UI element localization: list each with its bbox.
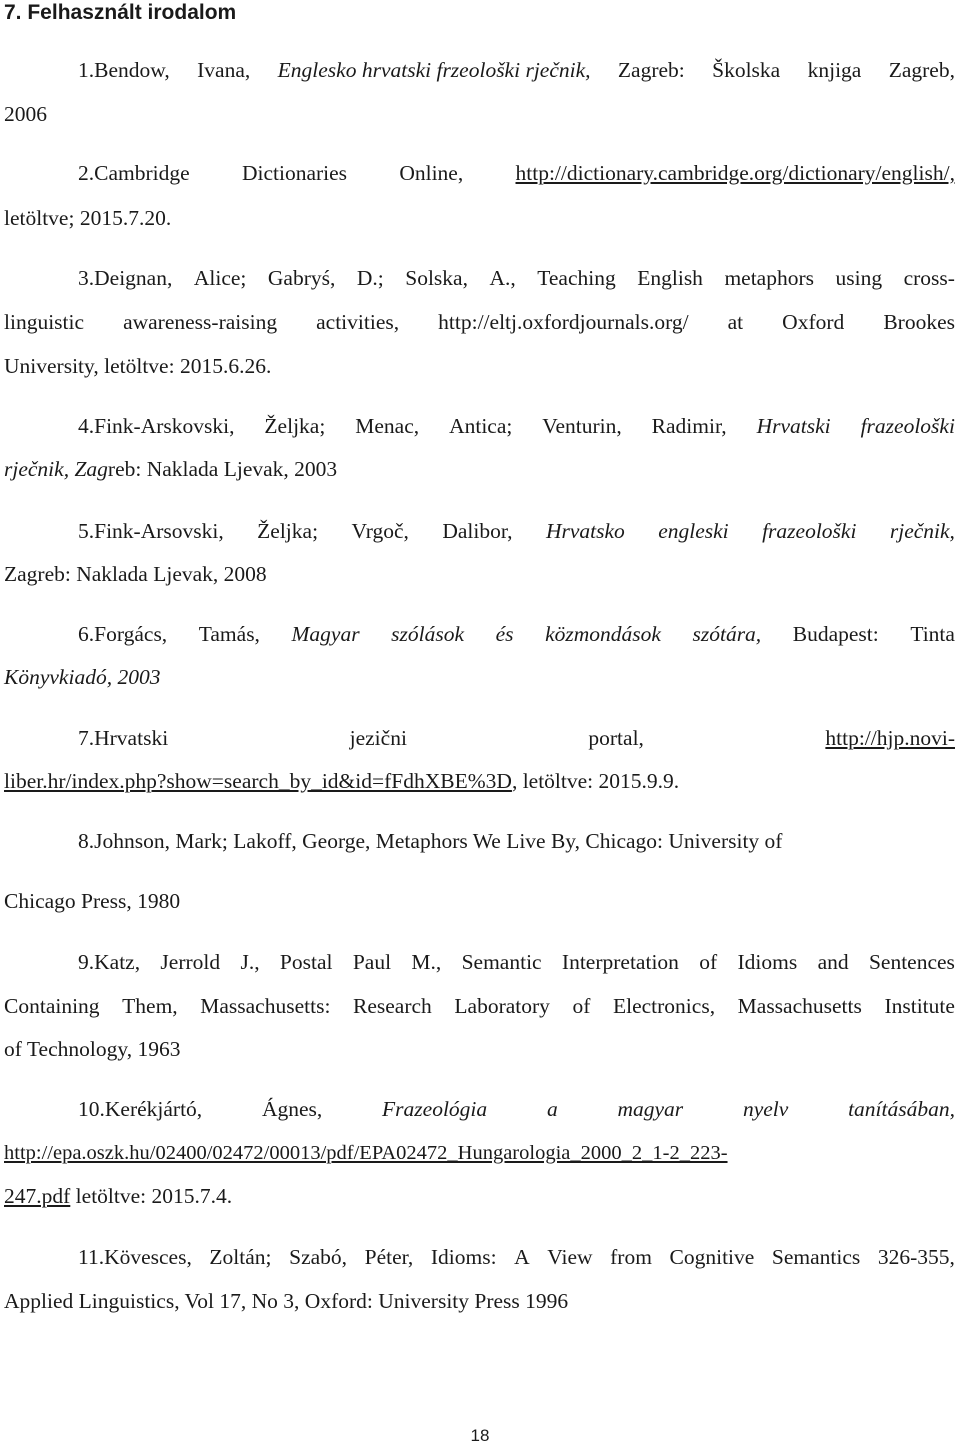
ref-4-word: Antica; bbox=[449, 414, 513, 438]
ref-10-word: Ágnes, bbox=[261, 1097, 323, 1121]
ref-6-title: közmondások bbox=[545, 622, 661, 646]
ref-10-title: magyar bbox=[617, 1097, 684, 1121]
ref-2-word: 2.Cambridge bbox=[78, 161, 190, 185]
ref-11-word: Semantics bbox=[771, 1245, 861, 1269]
ref-5-title: Hrvatsko bbox=[545, 519, 625, 543]
reference-9-continued-2: of Technology, 1963 bbox=[4, 1037, 181, 1061]
ref-4-word: Željka; bbox=[264, 414, 326, 438]
reference-2-continued: letöltve; 2015.7.20. bbox=[4, 206, 172, 230]
ref-3-word: cross- bbox=[903, 266, 955, 290]
ref-4-word: Venturin, bbox=[542, 414, 622, 438]
ref-1-word: Ivana, bbox=[197, 58, 251, 82]
reference-5-continued: Zagreb: Naklada Ljevak, 2008 bbox=[4, 562, 267, 586]
reference-1 bbox=[78, 56, 955, 84]
ref-10-title: nyelv bbox=[742, 1097, 789, 1121]
ref-9-word: and bbox=[817, 950, 849, 974]
ref-5-word: 5.Fink-Arsovski, bbox=[78, 519, 224, 543]
ref-11-word: Péter, bbox=[364, 1245, 414, 1269]
section-heading: 7. Felhasznált irodalom bbox=[4, 1, 237, 24]
ref-9-word: Massachusetts bbox=[737, 994, 862, 1018]
ref-9-word: Research bbox=[353, 994, 432, 1018]
ref-4-title: Hrvatski bbox=[756, 414, 831, 438]
ref-4-title: rječnik, Zag bbox=[4, 457, 108, 481]
ref-9-word: Postal bbox=[279, 950, 333, 974]
reference-9 bbox=[78, 948, 955, 976]
reference-1-continued: 2006 bbox=[4, 102, 47, 126]
ref-5-title: engleski bbox=[658, 519, 729, 543]
ref-3-word: Oxford bbox=[782, 310, 845, 334]
ref-3-word: A., bbox=[489, 266, 516, 290]
reference-2 bbox=[78, 159, 955, 187]
ref-10-word: 10.Kerékjártó, bbox=[78, 1097, 203, 1121]
reference-4 bbox=[78, 412, 955, 440]
ref-11-word: 326-355, bbox=[877, 1245, 955, 1269]
ref-6-word: 6.Forgács, bbox=[78, 622, 168, 646]
page-number: 18 bbox=[470, 1426, 490, 1445]
reference-7 bbox=[78, 724, 955, 752]
ref-5-word: Željka; bbox=[257, 519, 319, 543]
ref-6-title: és bbox=[495, 622, 514, 646]
ref-3-word: 3.Deignan, bbox=[78, 266, 173, 290]
reference-6 bbox=[78, 620, 955, 648]
ref-5-title: rječnik, bbox=[889, 519, 955, 543]
ref-9-word: Interpretation bbox=[561, 950, 679, 974]
ref-3-word: Teaching bbox=[537, 266, 616, 290]
ref-3-word: using bbox=[835, 266, 883, 290]
reference-3 bbox=[78, 264, 955, 292]
ref-9-word: Laboratory bbox=[454, 994, 550, 1018]
ref-9-word: M., bbox=[411, 950, 442, 974]
ref-3-word: Solska, bbox=[405, 266, 468, 290]
reference-6-continued: Könyvkiadó, 2003 bbox=[4, 665, 161, 689]
ref-1-word: Zagreb, bbox=[888, 58, 955, 82]
ref-1-word: Zagreb: bbox=[617, 58, 685, 82]
reference-9-continued bbox=[4, 992, 955, 1020]
ref-6-word: Budapest: bbox=[792, 622, 879, 646]
ref-9-word: Containing bbox=[4, 994, 100, 1018]
ref-3-word: metaphors bbox=[724, 266, 814, 290]
ref-6-title: Magyar bbox=[291, 622, 360, 646]
ref-9-word: Jerrold bbox=[160, 950, 221, 974]
ref-9-word: Them, bbox=[122, 994, 178, 1018]
ref-3-word: English bbox=[637, 266, 703, 290]
ref-9-word: of bbox=[699, 950, 718, 974]
ref-1-word: knjiga bbox=[807, 58, 862, 82]
ref-11-word: A bbox=[514, 1245, 530, 1269]
ref-7-word: jezični bbox=[349, 726, 407, 750]
reference-11 bbox=[78, 1243, 955, 1271]
ref-6-title: szólások bbox=[391, 622, 465, 646]
ref-11-word: from bbox=[610, 1245, 652, 1269]
reference-3-continued-2: University, letöltve: 2015.6.26. bbox=[4, 354, 272, 378]
ref-3-word: Alice; bbox=[193, 266, 247, 290]
ref-10-title: Frazeológia bbox=[382, 1097, 488, 1121]
ref-3-word: linguistic bbox=[4, 310, 85, 334]
ref-11-word: 11.Kövesces, bbox=[78, 1245, 192, 1269]
ref-11-word: Cognitive bbox=[669, 1245, 755, 1269]
reference-3-continued bbox=[4, 308, 955, 336]
ref-7-word: 7.Hrvatski bbox=[78, 726, 169, 750]
ref-10-link[interactable]: http://epa.oszk.hu/02400/02472/00013/pdf/EPA02472_Hungarologia_2000_2_1-2_223- bbox=[4, 1142, 728, 1164]
ref-5-title: frazeološki bbox=[762, 519, 857, 543]
ref-6-title: szótára, bbox=[692, 622, 762, 646]
ref-3-word: activities, bbox=[316, 310, 400, 334]
ref-1-word: Školska bbox=[712, 58, 781, 82]
ref-9-word: Massachusetts: bbox=[200, 994, 331, 1018]
ref-2-link[interactable]: http://dictionary.cambridge.org/dictionary/english/, bbox=[515, 161, 955, 185]
ref-10-title: tanításában, bbox=[848, 1097, 955, 1121]
ref-11-word: View bbox=[547, 1245, 593, 1269]
ref-3-word: Gabryś, bbox=[267, 266, 336, 290]
ref-10-accessed: letöltve: 2015.7.4. bbox=[70, 1184, 233, 1208]
ref-1-word: 1.Bendow, bbox=[78, 58, 170, 82]
ref-9-word: Semantic bbox=[461, 950, 542, 974]
ref-2-word: Online, bbox=[399, 161, 464, 185]
reference-10 bbox=[78, 1095, 955, 1123]
reference-11-continued: Applied Linguistics, Vol 17, No 3, Oxford: University Press 1996 bbox=[4, 1289, 569, 1313]
ref-4-publisher: reb: Naklada Ljevak, 2003 bbox=[107, 457, 338, 481]
ref-9-word: Electronics, bbox=[612, 994, 716, 1018]
ref-9-word: Idioms bbox=[737, 950, 798, 974]
reference-8-continued: Chicago Press, 1980 bbox=[4, 889, 181, 913]
ref-5-word: Vrgoč, bbox=[351, 519, 409, 543]
ref-7-accessed: , letöltve: 2015.9.9. bbox=[511, 769, 680, 793]
ref-7-link[interactable]: http://hjp.novi- bbox=[825, 726, 955, 750]
reference-7-continued bbox=[4, 767, 955, 795]
ref-4-title: frazeološki bbox=[860, 414, 955, 438]
ref-6-word: Tinta bbox=[910, 622, 955, 646]
ref-1-title: Englesko hrvatski frzeološki rječnik, bbox=[277, 58, 591, 82]
reference-10-continued-2 bbox=[4, 1182, 955, 1210]
reference-5 bbox=[78, 517, 955, 545]
ref-10-link-continued[interactable]: 247.pdf bbox=[4, 1184, 71, 1208]
ref-3-word: awareness-raising bbox=[123, 310, 278, 334]
ref-6-word: Tamás, bbox=[198, 622, 260, 646]
ref-11-word: Szabó, bbox=[289, 1245, 348, 1269]
ref-11-word: Idioms: bbox=[430, 1245, 497, 1269]
ref-9-word: J., bbox=[240, 950, 260, 974]
ref-9-word: of bbox=[572, 994, 591, 1018]
ref-9-word: Institute bbox=[884, 994, 955, 1018]
ref-4-word: 4.Fink-Arskovski, bbox=[78, 414, 235, 438]
ref-2-word: Dictionaries bbox=[241, 161, 348, 185]
ref-3-word: at bbox=[727, 310, 744, 334]
ref-10-title: a bbox=[546, 1097, 558, 1121]
ref-4-word: Radimir, bbox=[651, 414, 727, 438]
ref-7-link-continued[interactable]: liber.hr/index.php?show=search_by_id&id=fFdhXBE%3D bbox=[4, 769, 512, 793]
ref-11-word: Zoltán; bbox=[209, 1245, 272, 1269]
reference-4-continued bbox=[4, 455, 955, 483]
ref-3-word: Brookes bbox=[883, 310, 955, 334]
ref-7-word: portal, bbox=[588, 726, 644, 750]
ref-9-word: 9.Katz, bbox=[78, 950, 141, 974]
ref-3-link[interactable]: http://eltj.oxfordjournals.org/ bbox=[438, 310, 689, 334]
ref-9-word: Sentences bbox=[868, 950, 955, 974]
ref-3-word: D.; bbox=[356, 266, 384, 290]
ref-5-word: Dalibor, bbox=[442, 519, 513, 543]
reference-10-continued bbox=[4, 1139, 955, 1167]
ref-4-word: Menac, bbox=[355, 414, 420, 438]
ref-9-word: Paul bbox=[352, 950, 392, 974]
reference-8: 8.Johnson, Mark; Lakoff, George, Metaphors We Live By, Chicago: University of bbox=[78, 829, 783, 853]
